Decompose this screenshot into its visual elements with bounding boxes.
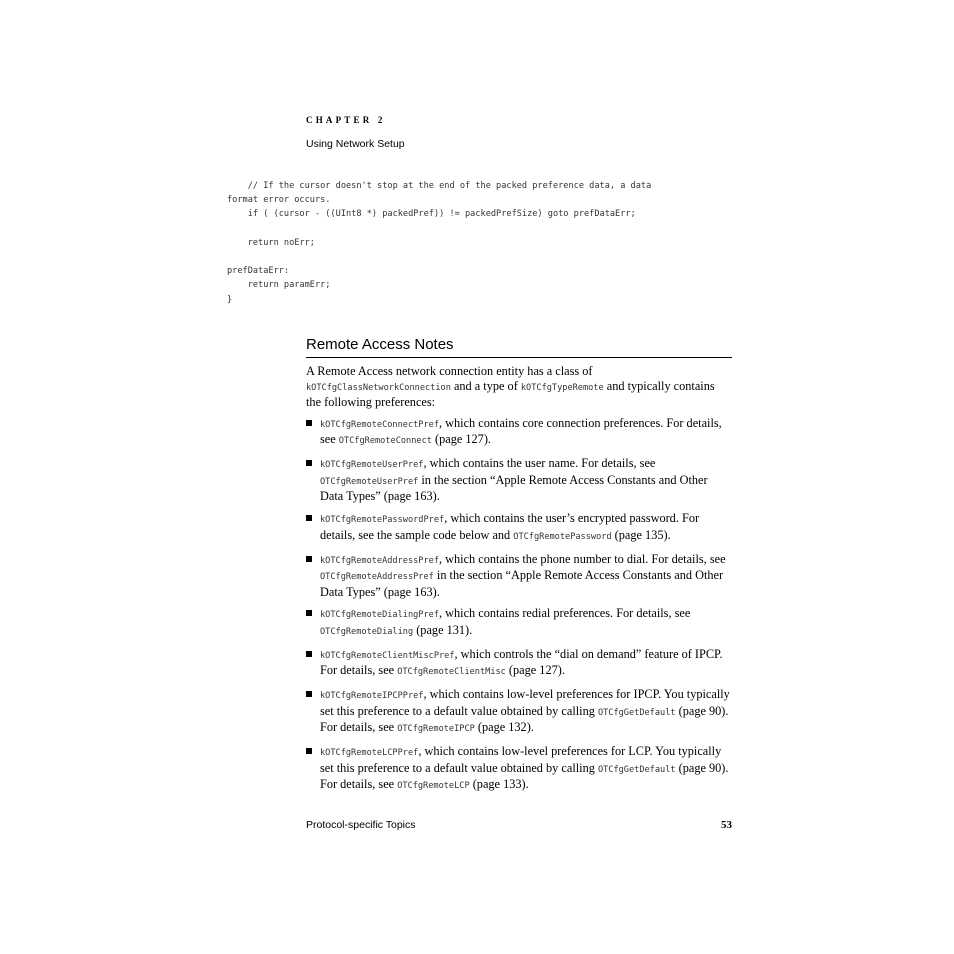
code-line: return paramErr;: [227, 280, 331, 291]
list-item: [306, 744, 732, 794]
item-code: OTCfgRemoteIPCP: [397, 724, 475, 735]
section-heading: Remote Access Notes: [306, 335, 732, 358]
bullet-square-icon: [306, 556, 312, 562]
list-item: [306, 606, 732, 639]
code-line: return noErr;: [227, 237, 315, 248]
page-number: 53: [721, 819, 732, 831]
list-item: [306, 416, 732, 449]
remote-access-notes-section: [306, 335, 732, 801]
item-code: kOTCfgRemoteDialingPref: [320, 610, 439, 621]
item-code: kOTCfgRemoteClientMiscPref: [320, 650, 455, 661]
item-text: , which contains the user’s encrypted password. For details, see the sample code below and: [320, 511, 700, 542]
bullet-square-icon: [306, 691, 312, 697]
item-code: OTCfgRemoteClientMisc: [397, 667, 506, 678]
item-code: OTCfgGetDefault: [597, 707, 676, 718]
intro-code: kOTCfgClassNetworkConnection: [306, 382, 451, 393]
item-text: (page 90). For details, see: [320, 703, 729, 735]
item-text: , which contains the user name. For details, see: [423, 456, 656, 471]
item-text: in the section “Apple Remote Access Constants and Other Data Types” (page 163).: [320, 472, 708, 504]
chapter-label: CHAPTER 2: [306, 115, 386, 125]
bullet-square-icon: [306, 748, 312, 754]
item-text: , which contains redial preferences. For details, see: [439, 606, 691, 621]
chapter-title: Using Network Setup: [306, 138, 405, 150]
item-code: OTCfgRemotePassword: [513, 531, 612, 542]
item-code: kOTCfgRemoteAddressPref: [320, 555, 439, 566]
list-item: [306, 647, 732, 680]
item-text: (page 127).: [505, 663, 565, 678]
preferences-list: [306, 416, 732, 794]
item-text: , which contains low-level preferences for IPCP. You typically set this preference to a default value obtained by calling: [320, 687, 730, 718]
code-line: format error occurs.: [227, 195, 331, 206]
item-code: OTCfgRemoteConnect: [338, 436, 432, 447]
item-text: (page 133).: [469, 777, 529, 792]
item-code: kOTCfgRemoteConnectPref: [320, 419, 439, 430]
bullet-square-icon: [306, 460, 312, 466]
item-code: kOTCfgRemoteLCPPref: [320, 748, 419, 759]
item-text: (page 131).: [413, 623, 473, 638]
item-text: , which contains core connection preferences. For details, see: [320, 415, 722, 447]
item-text: , which contains the phone number to dial. For details, see: [439, 551, 726, 566]
list-item: [306, 687, 732, 737]
list-item: [306, 456, 732, 504]
footer-section-name: Protocol-specific Topics: [306, 819, 416, 831]
list-item: [306, 511, 732, 544]
intro-paragraph: [306, 364, 732, 410]
item-text: (page 132).: [474, 720, 534, 735]
item-code: kOTCfgRemoteIPCPPref: [320, 691, 424, 702]
bullet-square-icon: [306, 610, 312, 616]
bullet-square-icon: [306, 420, 312, 426]
item-text: in the section “Apple Remote Access Constants and Other Data Types” (page 163).: [320, 568, 724, 599]
item-text: (page 90). For details, see: [320, 760, 729, 792]
item-code: OTCfgRemoteDialing: [320, 627, 414, 638]
item-code: OTCfgRemoteUserPref: [320, 476, 419, 487]
intro-text: and a type of: [450, 378, 521, 393]
code-listing: [227, 179, 651, 307]
code-line: if ( (cursor - ((UInt8 *) packedPref)) != packedPrefSize) goto prefDataErr;: [227, 209, 636, 220]
item-code: kOTCfgRemoteUserPref: [320, 460, 424, 471]
intro-code: kOTCfgTypeRemote: [520, 382, 604, 393]
intro-text: and typically contains the following preferences:: [306, 378, 715, 410]
item-text: (page 127).: [431, 432, 491, 447]
bullet-square-icon: [306, 515, 312, 521]
bullet-square-icon: [306, 651, 312, 657]
item-code: OTCfgGetDefault: [597, 764, 676, 775]
code-line: }: [227, 294, 233, 305]
item-text: , which contains low-level preferences for LCP. You typically set this preference to a default value obtained by calling: [320, 744, 722, 775]
item-code: OTCfgRemoteLCP: [397, 781, 470, 792]
item-text: , which controls the “dial on demand” feature of IPCP. For details, see: [320, 646, 723, 678]
item-text: (page 135).: [611, 527, 671, 542]
intro-text: A Remote Access network connection entity has a class of: [306, 364, 593, 378]
list-item: [306, 552, 732, 600]
code-line: prefDataErr:: [227, 266, 290, 277]
item-code: kOTCfgRemotePasswordPref: [320, 515, 445, 526]
item-code: OTCfgRemoteAddressPref: [320, 572, 434, 583]
code-line: // If the cursor doesn't stop at the end of the packed preference data, a data: [227, 181, 652, 191]
